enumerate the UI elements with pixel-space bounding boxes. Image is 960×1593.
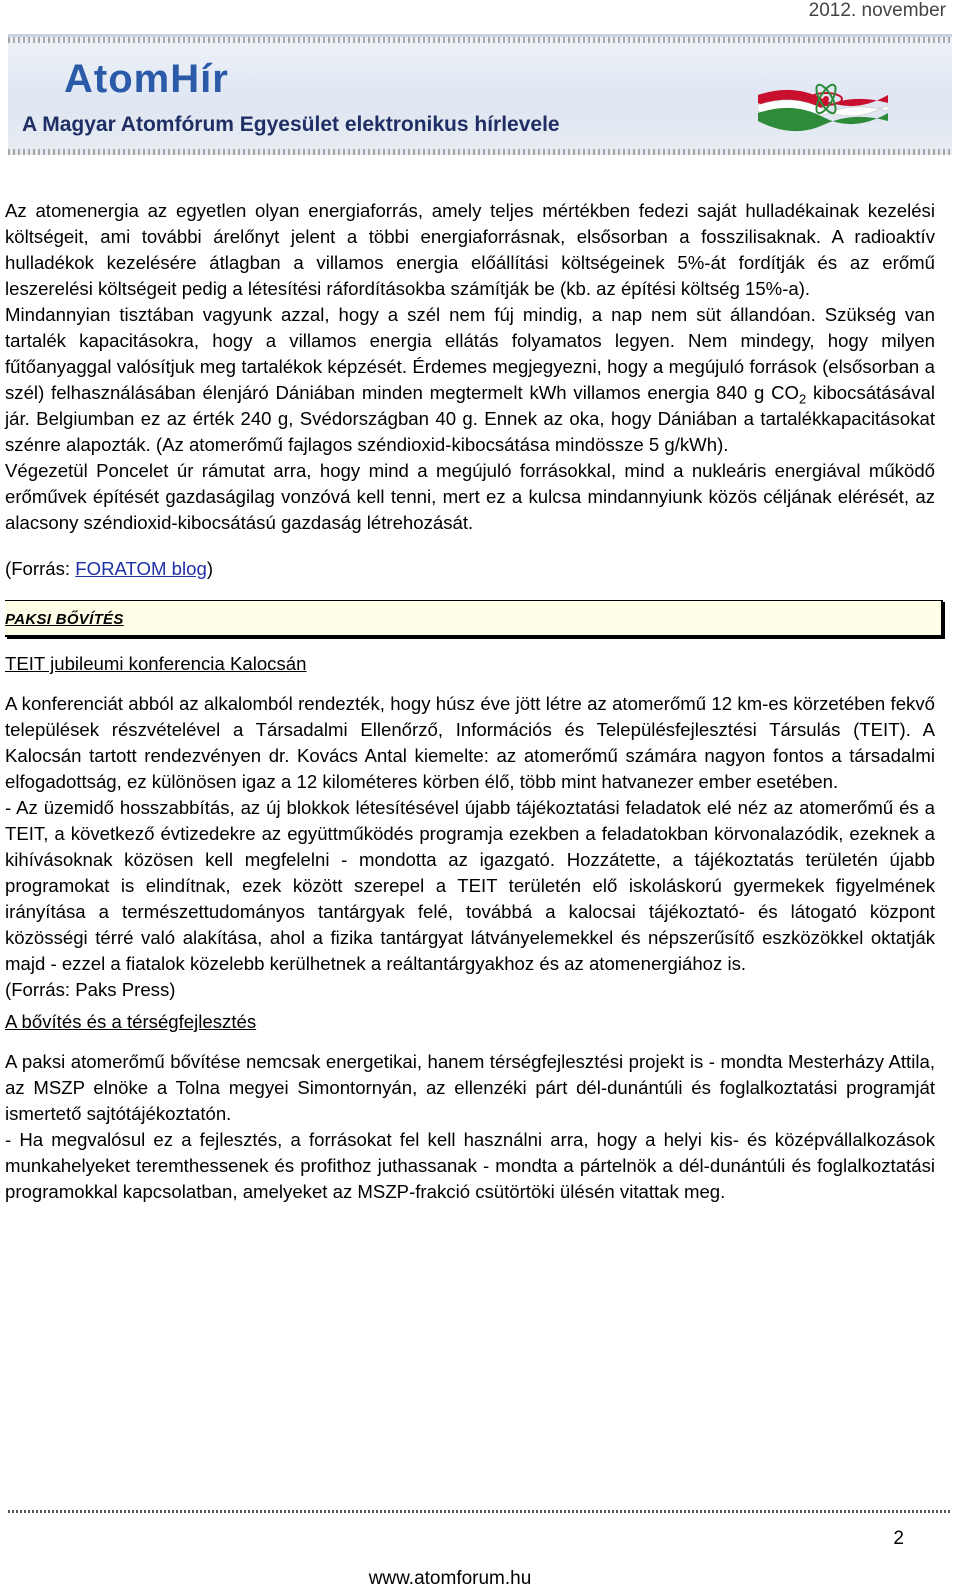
banner-subtitle: A Magyar Atomfórum Egyesület elektronikus hírlevele [22,113,560,136]
newsletter-banner [8,34,952,155]
page-number: 2 [893,1528,904,1549]
article-paragraph: - Ha megvalósul ez a fejlesztés, a forrásokat fel kell használni arra, hogy a helyi kis- és középvállalkozások munkahelyeket teremthessenek és profithoz juthassanak - mondta a pártelnök a dél-dunántúli és foglalkoztatási programokkal kapcsolatban, amelyeket az MSZP-frakció csütörtöki ülésén vitattak meg. [5,1129,935,1202]
section-title: PAKSI BŐVÍTÉS [5,611,124,628]
source-line: (Forrás: FORATOM blog) [5,558,214,579]
article-heading: A bővítés és a térségfejlesztés [5,1011,257,1032]
foratom-blog-link[interactable]: FORATOM blog [75,558,207,579]
atom-flag-logo-icon [758,65,888,135]
website-url: www.atomforum.hu [368,1568,532,1589]
article-heading: TEIT jubileumi konferencia Kalocsán [5,653,307,674]
article-paragraph: A paksi atomerőmű bővítése nemcsak energetikai, hanem térségfejlesztési projekt is - mondta Mesterházy Attila, az MSZP elnöke a Tolna megyei Simontornyán, az ellenzéki párt dél-dunántúli és foglalkoztatási programját ismertető sajtótájékoztatón. [5,1051,935,1124]
issue-date: 2012. november [808,0,946,21]
footer-divider [8,1510,952,1513]
article-paragraph: Mindannyian tisztában vagyunk azzal, hogy a szél nem fúj mindig, a nap nem süt állandóan. Szükség van tartalék kapacitásokra, hogy a villamos energia ellátás folyamatos legyen. Nem mindegy, hogy milyen fűtőanyaggal valósítjuk meg tartalékok képzését. Érdemes megjegyezni, hogy a megújuló források (elsősorban a szél) felhasználásában élenjáró Dániában minden megtermelt kWh villamos energia 840 g $CO_2$ kibocsátásával jár. Belgiumban ez az érték 240 g, Svédországban 40 g. Ennek az oka, hogy Dániában a tartalékkapacitásokat szénre alapozták. (Az atomerőmű fajlagos széndioxid-kibocsátása mindössze 5 g/kWh). [5,304,935,455]
article-paragraph: - Az üzemidő hosszabbítás, az új blokkok létesítésével újabb tájékoztatási feladatok elé néz az atomerőmű és a TEIT, a következő évtizedekre az együttműködés programja ezekben a feladatokban körvonalazódik, ezeknek a kihívásoknak közösen kell megfelelni - mondotta az igazgató. Hozzátette, a tájékoztatás területén újabb programokat is elindítnak, ezek között szerepel a TEIT területén elő iskoláskorú gyermekek figyelmének irányítása a természettudományos tantárgyak felé, továbbá a kalocsai tájékoztató- és látogató központ közösségi térré való alakítása, ahol a fizika tantárgyat látványelemekkel és népszerűsítő eszközökkel oktatják majd - ezzel a fiatalok közelebb kerülhetnek a reáltantárgyakhoz és az atomenergiához is. [5,797,935,974]
article-paragraph: Az atomenergia az egyetlen olyan energiaforrás, amely teljes mértékben fedezi saját hulladékainak kezelési költségeit, ami további árelőnyt jelent a többi energiaforrásnak, elsősorban a fosszilisaknak. A radioaktív hulladékok kezelésére átlagban a villamos energia előállítási költségeinek 5%-át fordítják és az erőmű leszerelési költségeit pedig a létesítési ráfordításokba számítják be (kb. az építési költség 15%-a). [5,200,935,299]
newsletter-content [5,198,935,1205]
article-paragraph: Végezetül Poncelet úr rámutat arra, hogy mind a megújuló forrásokkal, mind a nukleáris energiával működő erőművek építését gazdaságilag vonzóvá kell tenni, mert ez a kulcsa mindannyiunk közös céljának elérését, az alacsony széndioxid-kibocsátású gazdaság létrehozását. [5,460,935,533]
section-header [5,600,943,637]
source-line: (Forrás: Paks Press) [5,979,176,1000]
banner-dotted-border [8,149,952,155]
banner-dotted-border [8,37,952,43]
banner-title: AtomHír [64,57,229,101]
article-paragraph: A konferenciát abból az alkalomból rendezték, hogy húsz éve jött létre az atomerőmű 12 km-es körzetében fekvő települések részvételével a Társadalmi Ellenőrző, Információs és Településfejlesztési Társulás (TEIT). A Kalocsán tartott rendezvényen dr. Kovács Antal kiemelte: az atomerőmű számára nagyon fontos a társadalmi elfogadottság, ez különösen igaz a 12 kilométeres körben élő, több mint hatvanezer ember esetében. [5,693,935,792]
